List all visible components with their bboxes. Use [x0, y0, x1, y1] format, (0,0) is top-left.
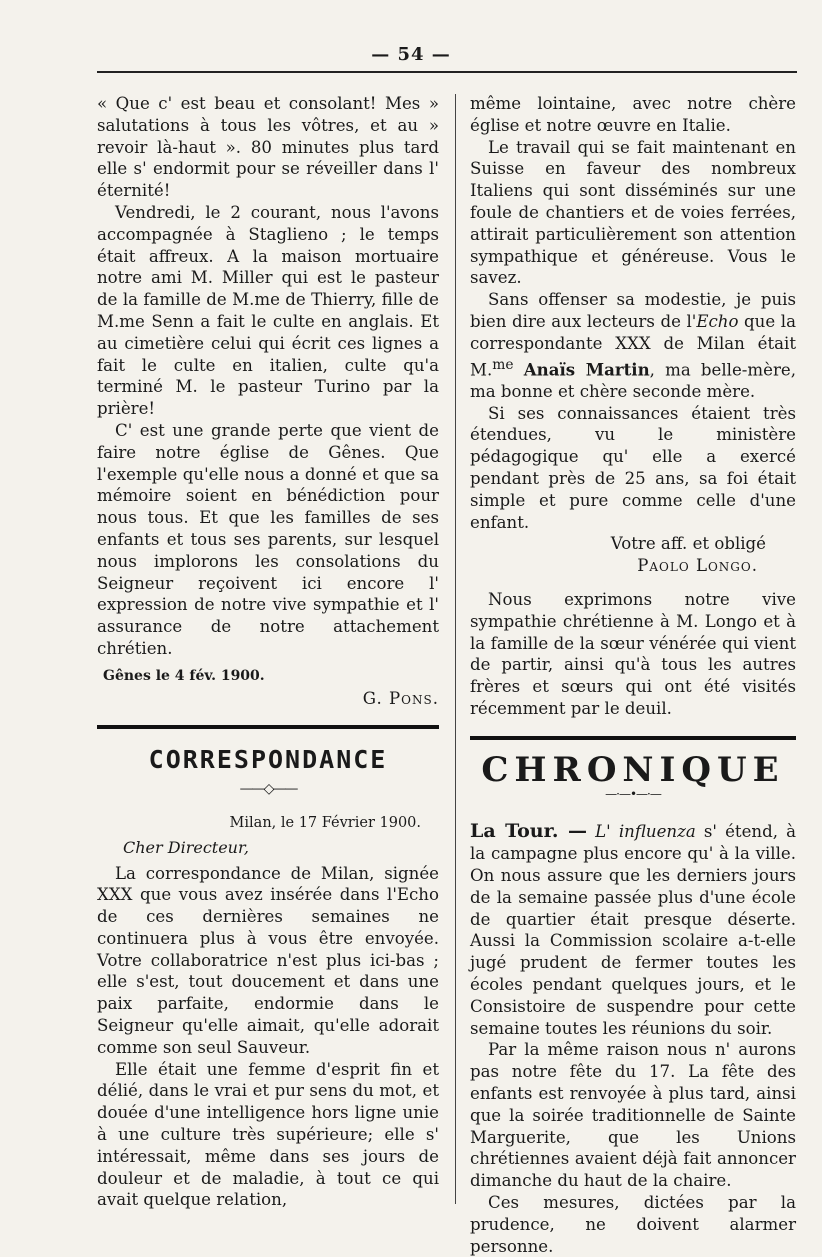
modesty-text: que la correspondante XXX de Milan était M.	[470, 311, 796, 380]
modesty-text: , ma belle-mère, ma bonne et chère seconde mère.	[470, 360, 796, 401]
place-headline: La Tour. —	[470, 820, 587, 843]
chronique-heading: CHRONIQUE	[481, 749, 785, 790]
heading-ornament: —·—•—·—	[605, 786, 661, 801]
header-rule	[97, 71, 797, 73]
chronique-paragraph: Ces mesures, dictées par la prudence, ne doivent alarmer personne.	[470, 1192, 796, 1256]
section-rule	[97, 725, 439, 729]
section-rule	[470, 736, 796, 740]
left-column	[97, 93, 439, 1211]
page-number: — 54 —	[371, 44, 451, 65]
salutation: Cher Directeur,	[123, 837, 249, 857]
column-divider	[455, 94, 456, 1204]
chronique-paragraph: Par la même raison nous n' aurons pas notre fête du 17. La fête des enfants est renvoyée à plus tard, ainsi que la soirée traditionnelle de Sainte Marguerite, que les Unions chrétiennes avaient déjà fait annoncer dimanche du haut de la chaire.	[470, 1040, 796, 1191]
letter-paragraph: Vendredi, le 2 courant, nous l'avons accompagnée à Staglieno ; le temps était affreux. A la maison mortuaire notre ami M. Miller qui est le pasteur de la famille de M.me de Thierry, fille de M.me Senn a fait le culte en anglais. Et au cimetière celui qui écrit ces lignes a fait le culte en italien, culte qu'a terminé M. le pasteur Turino par la prière!	[97, 202, 439, 419]
title-abbrev: me	[492, 356, 514, 373]
topic-italic: L' influenza	[595, 822, 696, 842]
letter-paragraph: « Que c' est beau et consolant! Mes » salutations à tous les vôtres, et au » revoir là-haut ». 80 minutes plus tard elle s' endormit pour se réveiller dans l' éternité!	[97, 94, 439, 201]
correspondance-dateline: Milan, le 17 Février 1900.	[229, 814, 421, 831]
correspondance-heading: CORRESPONDANCE	[148, 745, 388, 775]
echo-title: Echo	[696, 311, 739, 331]
person-name: Anaïs Martin	[523, 359, 650, 380]
chronique-text: s' étend, à la campagne plus encore qu' à la ville. On nous assure que les derniers jours de la semaine passée plus d'une école de quartier était presque déserte. Aussi la Commission scolaire a-t-elle jugé prudent de fermer toutes les écoles pendant quelques jours, et le Consistoire de suspendre pour cette semaine toutes les réunions du soir.	[470, 822, 797, 1038]
letter-dateline: Gênes le 4 fév. 1900.	[103, 667, 265, 684]
heading-ornament: ——◇——	[239, 781, 297, 798]
correspondance-paragraph: La correspondance de Milan, signée XXX que vous avez insérée dans l'Echo de ces dernières semaines ne continuera plus à vous être envoyée. Votre collaboratrice n'est plus ici-bas ; elle s'est, tout doucement et dans une paix parfaite, endormie dans le Seigneur qu'elle aimait, qu'elle adorait comme son seul Sauveur.	[97, 863, 439, 1057]
correspondance-paragraph: même lointaine, avec notre chère église et notre œuvre en Italie.	[470, 94, 796, 135]
letter-signature: G. Pons.	[362, 688, 439, 708]
valediction: Votre aff. et obligé	[610, 534, 766, 554]
chronique-entry	[470, 821, 796, 1039]
letter-paragraph: C' est une grande perte que vient de faire notre église de Gênes. Que l'exemple qu'elle nous a donné et que sa mémoire soient en bénédiction pour nous tous. Et que les familles de ses enfants et tous ses parents, sur lesquel nous implorons les consolations du Seigneur reçoivent ici encore l' expression de notre vive sympathie et l' assurance de notre attachement chrétien.	[97, 420, 439, 658]
correspondance-paragraph: Le travail qui se fait maintenant en Suisse en faveur des nombreux Italiens qui sont disséminés sur une foule de chantiers et de voies ferrées, attirait particulièrement son attention sympathique et généreuse. Vous le savez.	[470, 137, 796, 288]
modesty-paragraph	[470, 289, 796, 403]
right-column	[470, 93, 796, 1257]
modesty-text: Sans offenser sa modestie, je puis bien dire aux lecteurs de l'	[470, 290, 796, 331]
correspondance-paragraph: Si ses connaissances étaient très étendues, vu le ministère pédagogique qu' elle a exercé pendant près de 25 ans, sa foi était simple et pure comme celle d'une enfant.	[470, 403, 796, 532]
correspondance-paragraph: Elle était une femme d'esprit fin et délié, dans le vrai et pur sens du mot, et douée d'une intelligence hors ligne unie à une culture très supérieure; elle s' intéressait, même dans ses jours de douleur et de maladie, à tout ce qui avait quelque relation,	[97, 1059, 439, 1210]
editorial-note: Nous exprimons notre vive sympathie chrétienne à M. Longo et à la famille de la sœur vénérée qui vient de partir, ainsi qu'à tous les autres frères et sœurs qui ont été visités récemment par le deuil.	[470, 590, 796, 719]
correspondance-signature: Paolo Longo.	[637, 556, 758, 576]
